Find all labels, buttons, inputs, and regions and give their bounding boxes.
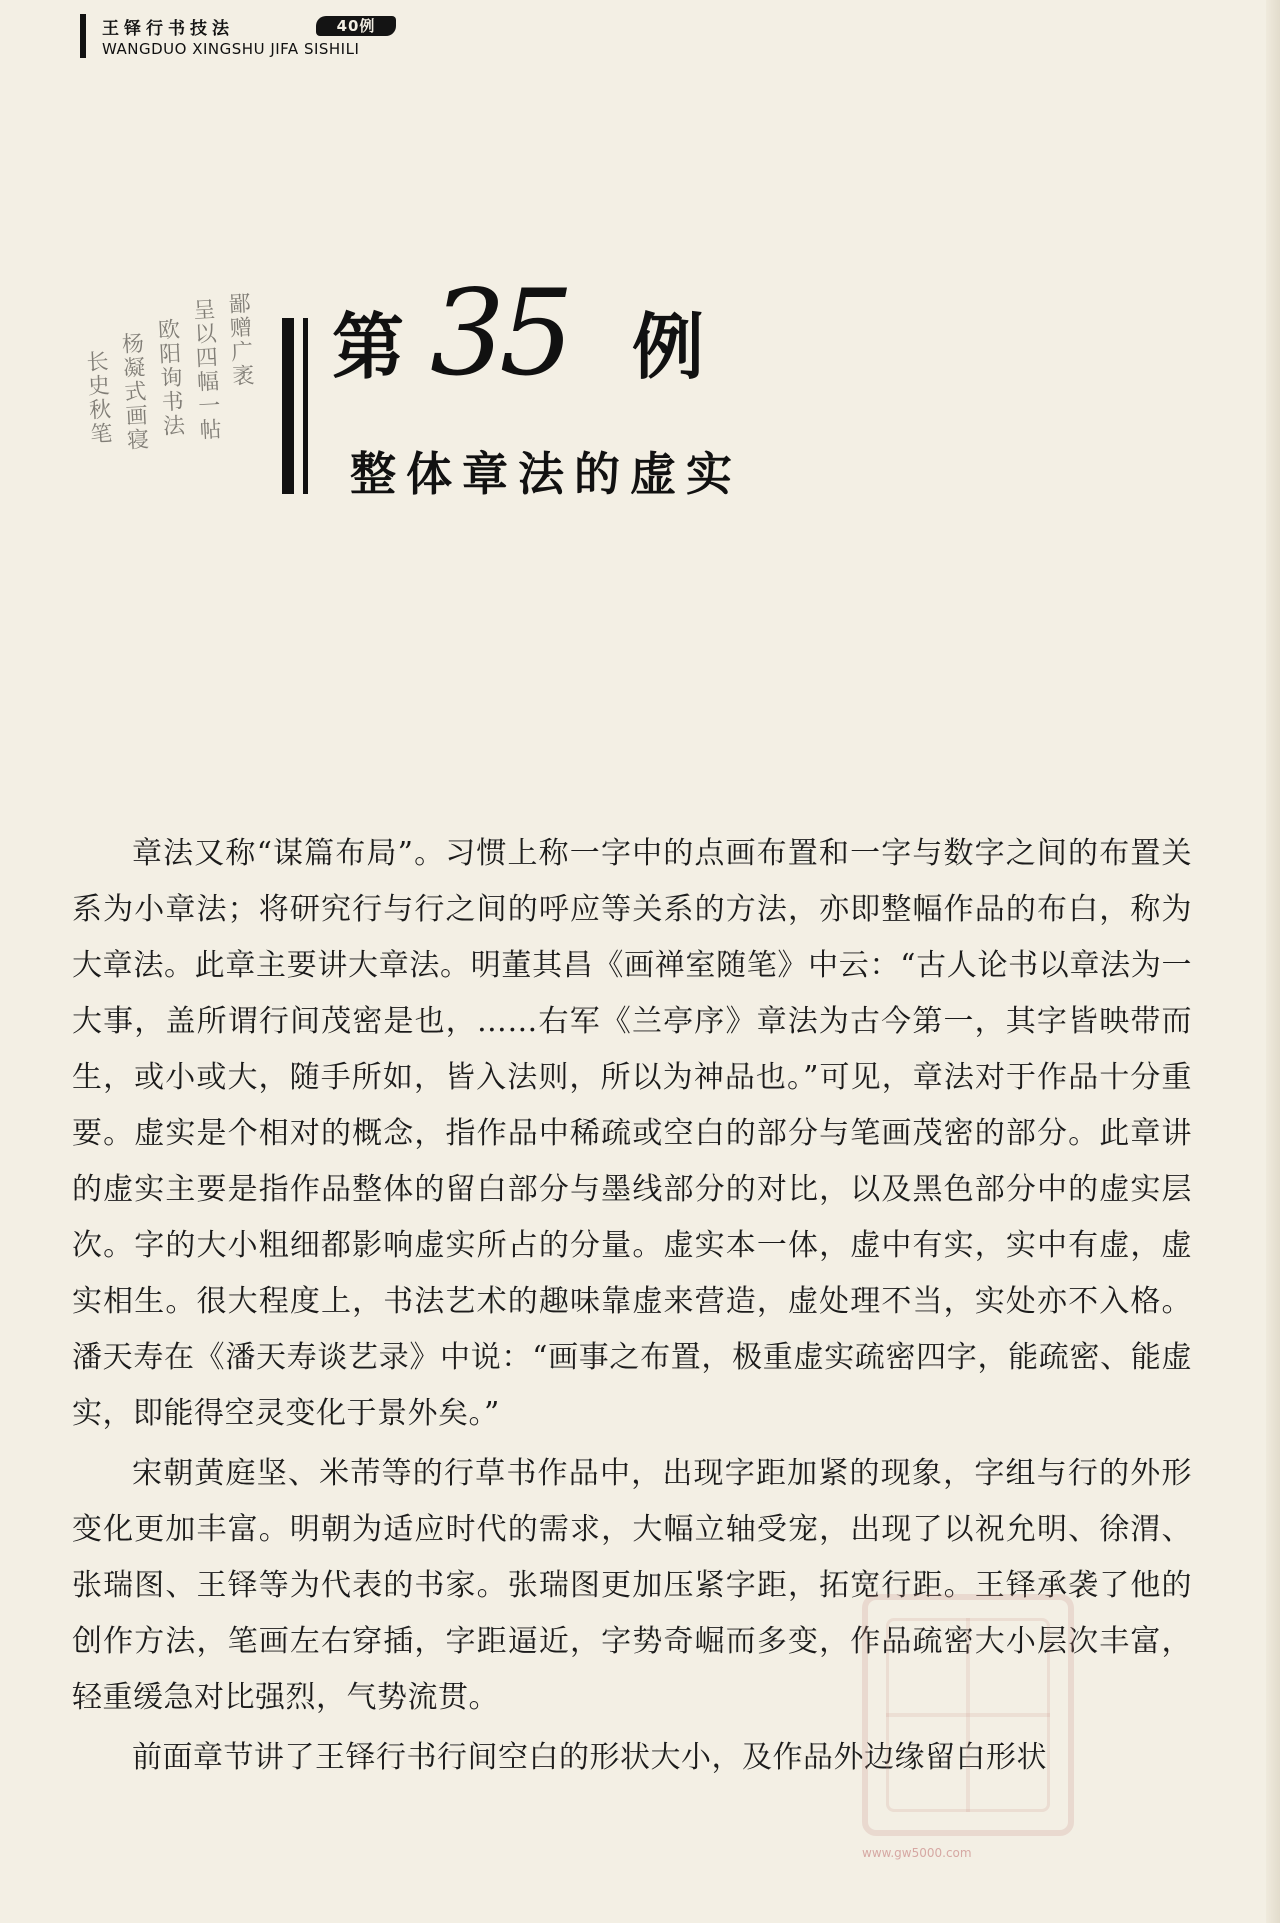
calligraphy-inscription [72,291,255,492]
inscription-column: 欧阳询书法 [153,317,186,439]
page-edge [1266,0,1280,1923]
header-title: 王铎行书技法 [102,19,234,39]
inscription-column: 呈以四幅一帖 [189,297,222,443]
running-header [80,10,500,62]
watermark: www.gw5000.com [862,1846,972,1860]
seal-stamp [862,1594,1074,1836]
paragraph: 宋朝黄庭坚、米芾等的行草书作品中，出现字距加紧的现象，字组与行的外形变化更加丰富。明朝为适应时代的需求，大幅立轴受宠，出现了以祝允明、徐渭、张瑞图、王铎等为代表的书家。张瑞图更加压紧字距，拓宽行距。王铎承袭了他的创作方法，笔画左右穿插，字距逼近，字势奇崛而多变，作品疏密大小层次丰富，轻重缓急对比强烈，气势流贯。 [72,1456,1192,1715]
seal-divider-horizontal [886,1713,1050,1717]
header-bar [80,14,86,58]
chapter-prefix: 第 [332,304,405,389]
paragraph: 前面章节讲了王铎行书行间空白的形状大小，及作品外边缘留白形状 [132,1740,1047,1775]
chapter-bar-thin [303,318,308,494]
chapter-subtitle: 整体章法的虚实 [350,447,742,501]
chapter-bar-thick [282,318,294,494]
header-badge: 40例 [316,16,396,36]
paragraph: 章法又称“谋篇布局”。习惯上称一字中的点画布置和一字与数字之间的布置关系为小章法；将研究行与行之间的呼应等关系的方法，亦即整幅作品的布白，称为大章法。此章主要讲大章法。明董其昌《画禅室随笔》中云：“古人论书以章法为一大事，盖所谓行间茂密是也，……右军《兰亭序》章法为古今第一，其字皆映带而生，或小或大，随手所如，皆入法则，所以为神品也。”可见，章法对于作品十分重要。虚实是个相对的概念，指作品中稀疏或空白的部分与笔画茂密的部分。此章讲的虚实主要是指作品整体的留白部分与墨线部分的对比，以及黑色部分中的虚实层次。字的大小粗细都影响虚实所占的分量。虚实本一体，虚中有实，实中有虚，虚实相生。很大程度上，书法艺术的趣味靠虚来营造，虚处理不当，实处亦不入格。潘天寿在《潘天寿谈艺录》中说：“画事之布置，极重虚实疏密四字，能疏密、能虚实，即能得空灵变化于景外矣。” [72,836,1192,1431]
inscription-column: 杨凝式画寝 [117,331,150,453]
chapter-number: 35 [430,264,569,402]
inscription-column: 长史秋笔 [82,349,113,447]
inscription-column: 鄙赠广袤 [224,291,255,389]
chapter-suffix: 例 [632,304,705,389]
header-pinyin: WANGDUO XINGSHU JIFA SISHILI [102,40,360,58]
